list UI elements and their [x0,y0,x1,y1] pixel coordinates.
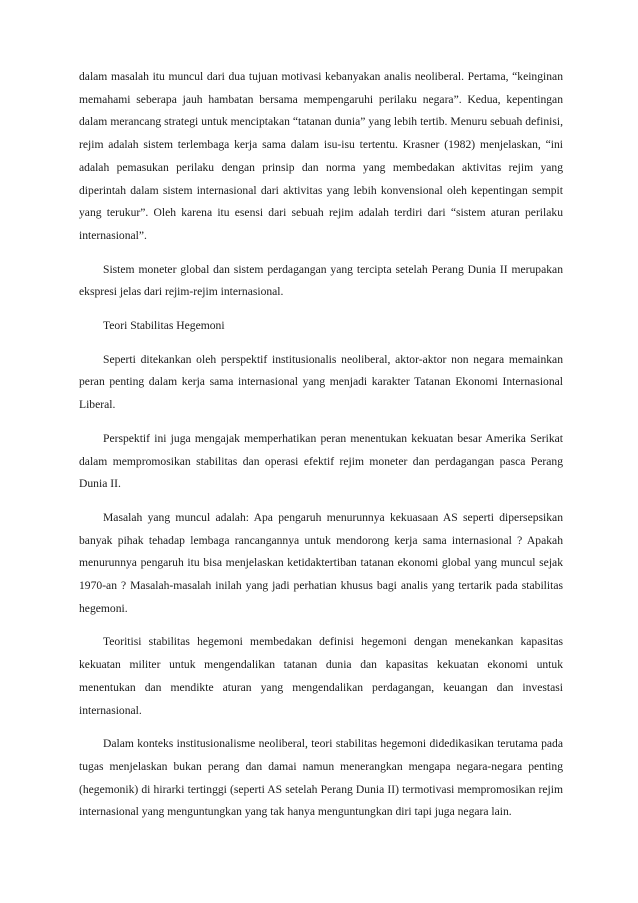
paragraph-teoritisi: Teoritisi stabilitas hegemoni membedakan definisi hegemoni dengan menekankan kapasitas kekuatan militer untuk mengendalikan tatanan dunia dan kapasitas kekuatan ekonomi untuk menentukan dan mendikte aturan yang mengendalikan perdagangan, keuangan dan investasi internasional. [79,635,563,717]
section-heading-teori-stabilitas: Teori Stabilitas Hegemoni [103,319,225,333]
paragraph-peran-amerika: Perspektif ini juga mengajak memperhatikan peran menentukan kekuatan besar Amerika Serikat dalam mempromosikan stabilitas dan operasi efektif rejim moneter dan perdagangan pasca Perang Dunia II. [79,431,563,491]
paragraph-rejim-definition: dalam masalah itu muncul dari dua tujuan motivasi kebanyakan analis neoliberal. Pertama, “keinginan memahami seberapa jauh hambatan bersama mempengaruhi perilaku negara”. Kedua, kepentingan dalam merancang strategi untuk menciptakan “tatanan dunia” yang lebih tertib. Menuru sebuah definisi, rejim adalah sistem terlembaga kerja sama dalam isu-isu tertentu. Krasner (1982) menjelaskan, “ini adalah pemasukan perilaku dengan prinsip dan norma yang membedakan aktivitas rejim yang diperintah dalam sistem internasional dari aktivitas yang lebih konvensional oleh kepentingan sempit yang terukur”. Oleh karena itu esensi dari sebuah rejim adalah terdiri dari “sistem aturan perilaku internasional”. [79,70,563,242]
document-body [79,66,563,835]
paragraph-aktor-non-negara: Seperti ditekankan oleh perspektif institusionalis neoliberal, aktor-aktor non negara memainkan peran penting dalam kerja sama internasional yang menjadi karakter Tatanan Ekonomi Internasional Liberal. [79,352,563,412]
paragraph-sistem-moneter: Sistem moneter global dan sistem perdagangan yang tercipta setelah Perang Dunia II merupakan ekspresi jelas dari rejim-rejim internasional. [79,262,563,299]
paragraph-masalah: Masalah yang muncul adalah: Apa pengaruh menurunnya kekuasaan AS seperti dipersepsikan banyak pihak tehadap lembaga rancangannya untuk mendorong kerja sama internasional ? Apakah menurunnya pengaruh itu bisa menjelaskan ketidaktertiban tatanan ekonomi global yang muncul sejak 1970-an ? Masalah-masalah inilah yang jadi perhatian khusus bagi analis yang tertarik pada stabilitas hegemoni. [79,510,563,615]
paragraph-konteks-institusionalisme: Dalam konteks institusionalisme neoliberal, teori stabilitas hegemoni didedikasikan terutama pada tugas menjelaskan bukan perang dan damai namun menerangkan mengapa negara-negara penting (hegemonik) di hirarki tertinggi (seperti AS setelah Perang Dunia II) termotivasi mempromosikan rejim internasional yang menguntungkan yang tak hanya menguntungkan diri tapi juga negara lain. [79,737,563,819]
